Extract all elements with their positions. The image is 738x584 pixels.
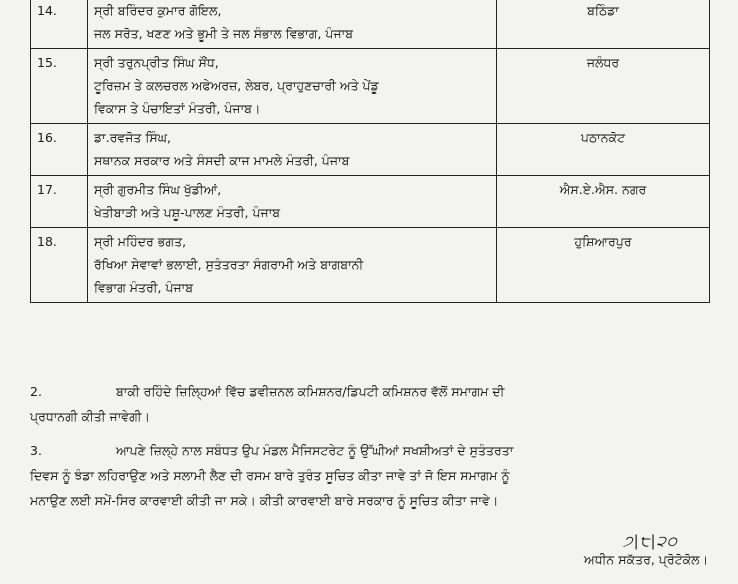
paragraph-number: 2. [30,384,42,399]
minister-name: ਡਾ.ਰਵਜੋਤ ਸਿੰਘ, [94,130,172,145]
table-row [31,0,710,49]
handwritten-date: ੭|੮|੨੦ [622,532,678,550]
paragraph-2 [30,379,710,429]
paragraph-number: 3. [30,443,42,458]
minister-portfolio: ਸਥਾਨਕ ਸਰਕਾਰ ਅਤੇ ਸੰਸਦੀ ਕਾਜ ਮਾਮਲੇ ਮੰਤਰੀ, ਪੰਜਾਬ [94,153,350,168]
district-name: ਐਸ.ਏ.ਐਸ. ਨਗਰ [497,176,710,228]
minister-portfolio: ਰੱਖਿਆ ਸੇਵਾਵਾਂ ਭਲਾਈ, ਸੁਤੰਤਰਤਾ ਸੰਗਰਾਮੀ ਅਤੇ ਬਾਗਬਾਨੀ [94,257,364,272]
paragraph-text: ਆਪਣੇ ਜ਼ਿਲ੍ਹੇ ਨਾਲ ਸਬੰਧਤ ਉਪ ਮੰਡਲ ਮੈਜਿਸਟਰੇਟ ਨੂੰ ਉੱਘੀਆਂ ਸਖਸ਼ੀਅਤਾਂ ਦੇ ਸੁਤੰਤਰਤਾ [116,443,514,458]
minister-cell [88,124,497,176]
paragraph-line [30,379,710,404]
minister-cell [88,228,497,303]
serial-number: 16. [31,124,88,176]
paragraph-line [30,438,710,463]
table-row [31,49,710,124]
minister-cell [88,176,497,228]
district-name: ਹੁਸ਼ਿਆਰਪੁਰ [497,228,710,303]
minister-cell [88,49,497,124]
minister-name: ਸ੍ਰੀ ਮਹਿੰਦਰ ਭਗਤ, [94,234,187,249]
roster-body [31,0,710,303]
district-name: ਬਠਿੰਡਾ [497,0,710,49]
minister-portfolio: ਖੇਤੀਬਾੜੀ ਅਤੇ ਪਸ਼ੂ-ਪਾਲਣ ਮੰਤਰੀ, ਪੰਜਾਬ [94,205,281,220]
table-row [31,228,710,303]
paragraph-3 [30,438,710,513]
roster-table [30,0,710,303]
minister-name: ਸ੍ਰੀ ਗੁਰਮੀਤ ਸਿੰਘ ਖੁੱਡੀਆਂ, [94,182,222,197]
signatory-designation: ਅਧੀਨ ਸਕੱਤਰ, ਪ੍ਰੋਟੋਕੋਲ। [584,552,708,567]
paragraph-line: ਮਨਾਉਣ ਲਈ ਸਮੇਂ-ਸਿਰ ਕਾਰਵਾਈ ਕੀਤੀ ਜਾ ਸਕੇ। ਕੀਤੀ ਕਾਰਵਾਈ ਬਾਰੇ ਸਰਕਾਰ ਨੂੰ ਸੂਚਿਤ ਕੀਤਾ ਜਾਵੇ। [30,493,499,508]
serial-number: 18. [31,228,88,303]
district-name: ਪਠਾਨਕੋਟ [497,124,710,176]
table-row [31,124,710,176]
minister-portfolio: ਵਿਭਾਗ ਮੰਤਰੀ, ਪੰਜਾਬ [94,280,194,295]
minister-name: ਸ੍ਰੀ ਬਰਿੰਦਰ ਕੁਮਾਰ ਗੋਇਲ, [94,3,222,18]
table-row [31,176,710,228]
minister-name: ਸ੍ਰੀ ਤਰੁਨਪ੍ਰੀਤ ਸਿੰਘ ਸੌਂਧ, [94,55,219,70]
minister-portfolio: ਟੂਰਿਜ਼ਮ ਤੇ ਕਲਚਰਲ ਅਫੇਅਰਜ਼, ਲੇਬਰ, ਪ੍ਰਾਹੁਣਚਾਰੀ ਅਤੇ ਪੇਂਡੂ [94,78,379,93]
minister-cell [88,0,497,49]
paragraph-line: ਪ੍ਰਧਾਨਗੀ ਕੀਤੀ ਜਾਵੇਗੀ। [30,409,150,424]
minister-portfolio: ਵਿਕਾਸ ਤੇ ਪੰਚਾਇਤਾਂ ਮੰਤਰੀ, ਪੰਜਾਬ। [94,101,261,116]
serial-number: 17. [31,176,88,228]
serial-number: 15. [31,49,88,124]
paragraph-text: ਬਾਕੀ ਰਹਿੰਦੇ ਜ਼ਿਲ੍ਹਿਆਂ ਵਿੱਚ ਡਵੀਜ਼ਨਲ ਕਮਿਸ਼ਨਰ/ਡਿਪਟੀ ਕਮਿਸ਼ਨਰ ਵੱਲੋਂ ਸਮਾਗਮ ਦੀ [116,384,505,399]
minister-portfolio: ਜਲ ਸਰੋਤ, ਖਣਣ ਅਤੇ ਭੂਮੀ ਤੇ ਜਲ ਸੰਭਾਲ ਵਿਭਾਗ, ਪੰਜਾਬ [94,26,354,41]
signature-block [584,532,708,568]
serial-number: 14. [31,0,88,49]
paragraph-line: ਦਿਵਸ ਨੂੰ ਝੰਡਾ ਲਹਿਰਾਉਣ ਅਤੇ ਸਲਾਮੀ ਲੈਣ ਦੀ ਰਸਮ ਬਾਰੇ ਤੁਰੰਤ ਸੂਚਿਤ ਕੀਤਾ ਜਾਵੇ ਤਾਂ ਜੋ ਇਸ ਸਮਾਗਮ ਨੂੰ [30,468,510,483]
district-name: ਜਲੰਧਰ [497,49,710,124]
